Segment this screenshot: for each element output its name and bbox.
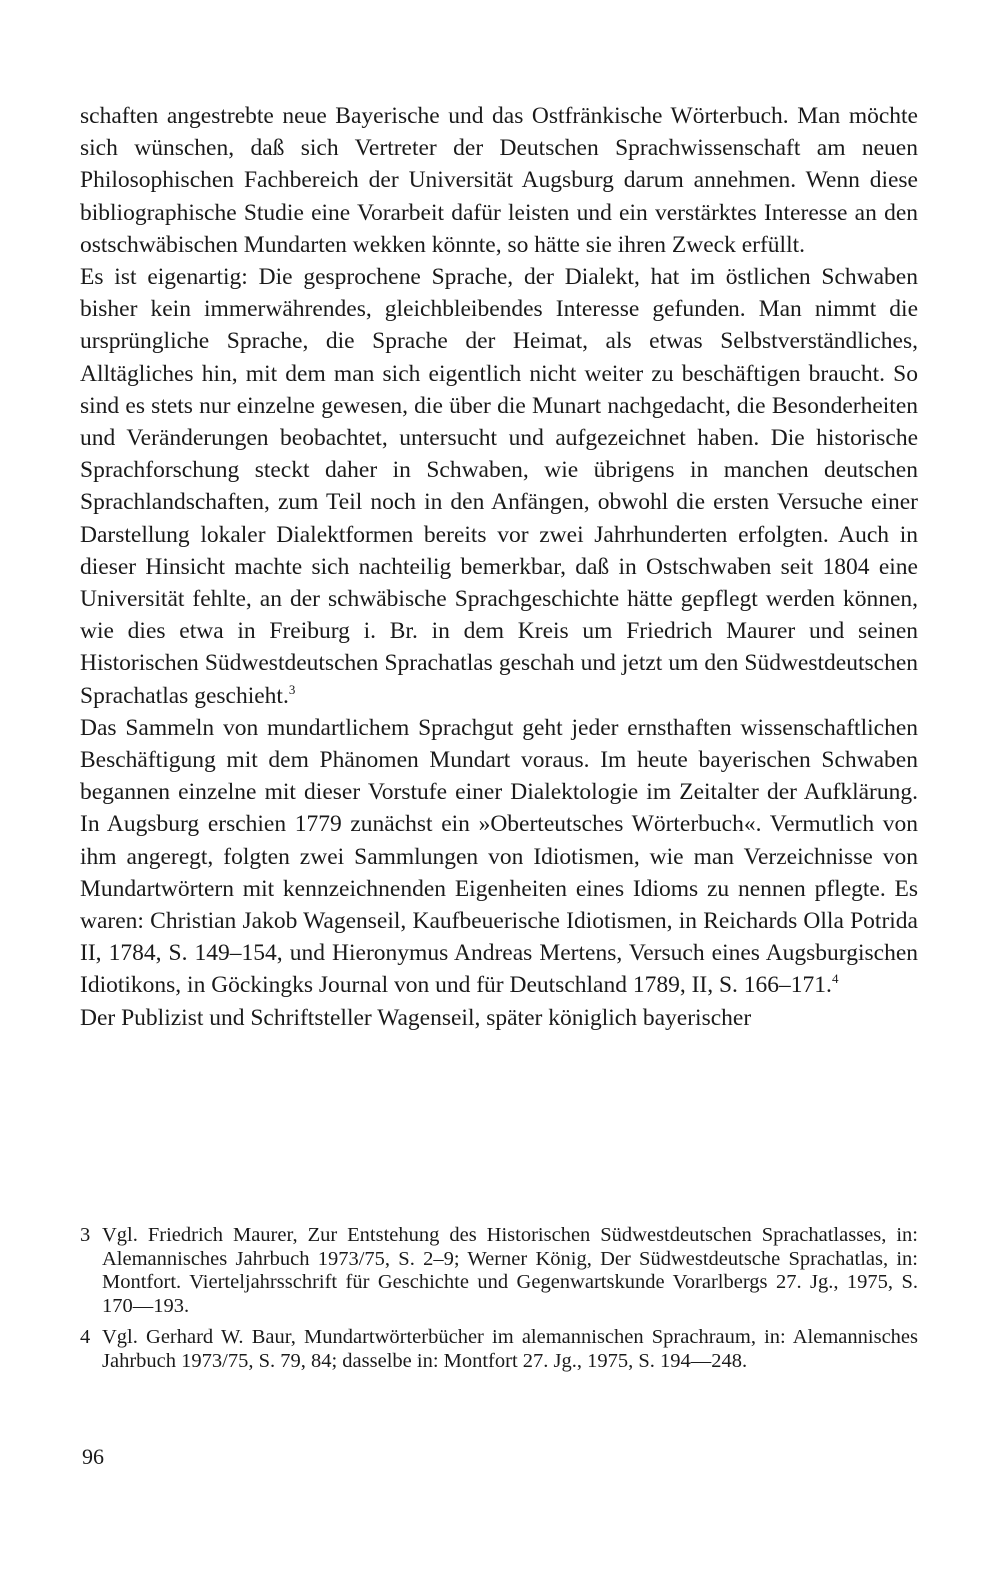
paragraph-1-text: schaften angestrebte neue Bayerische und das Ostfränkische Wörterbuch. Man möchte sich wünschen, daß sich Vertreter der Deutschen Sprachwissenschaft am neuen Philosophischen Fachbereich der Universität Augsburg darum annehmen. Wenn diese bibliographische Studie eine Vorarbeit dafür leisten und ein verstärktes Interesse an den ostschwäbischen Mundarten wekken könnte, so hätte sie ihren Zweck erfüllt. [80,103,918,258]
footnote-4-number: 4 [80,1326,91,1349]
paragraph-4-text: Der Publizist und Schriftsteller Wagenseil, später königlich bayerischer [80,1004,752,1031]
paragraph-2-text: Es ist eigenartig: Die gesprochene Sprache, der Dialekt, hat im östlichen Schwaben bisher kein immerwährendes, gleichbleibendes Interesse gefunden. Man nimmt die ursprüngliche Sprache, die Sprache der Heimat, als etwas Selbstverständliches, Alltägliches hin, mit dem man sich eigentlich nicht weiter zu beschäftigen braucht. So sind es stets nur einzelne gewesen, die über die Munart nachgedacht, die Besonderheiten und Veränderungen beobachtet, untersucht und aufgezeichnet haben. Die historische Sprachforschung steckt daher in Schwaben, wie übrigens in manchen deutschen Sprachlandschaften, zum Teil noch in den Anfängen, obwohl die ersten Versuche einer Darstellung lokaler Dialektformen bereits vor zwei Jahrhunderten erfolgten. Auch in dieser Hinsicht machte sich nachteilig bemerkbar, daß in Ostschwaben seit 1804 eine Universität fehlte, an der schwäbische Sprachgeschichte hätte gepflegt werden können, wie dies etwa in Freiburg i. Br. in dem Kreis um Friedrich Maurer und seinen Historischen Südwestdeutschen Sprachatlas geschah und jetzt um den Südwestdeutschen Sprachatlas geschieht. [80,264,918,709]
paragraph-4 [80,1002,918,1034]
paragraph-3 [80,712,918,1002]
footnote-3-number: 3 [80,1224,91,1246]
body-text [80,100,918,1034]
paragraph-1 [80,100,918,261]
footnotes [80,1224,918,1382]
footnote-4 [80,1326,918,1373]
footnote-ref-3: 3 [288,681,296,697]
footnote-3-text: Vgl. Friedrich Maurer, Zur Entstehung des Historischen Südwestdeutschen Sprachatlasses, in: Alemannisches Jahrbuch 1973/75, S. 2–9; Werner König, Der Südwestdeutsche Sprachatlas, in: Montfort. Vierteljahrsschrift für Geschichte und Gegenwartskunde Vorarlbergs 27. Jg., 1975, S. 170—193. [102,1224,918,1317]
footnote-4-text: Vgl. Gerhard W. Baur, Mundartwörterbücher im alemannischen Sprachraum, in: Alemannisches Jahrbuch 1973/75, S. 79, 84; dasselbe in: Montfort 27. Jg., 1975, S. 194—248. [102,1326,918,1372]
page-number: 96 [82,1444,104,1469]
paragraph-2 [80,261,918,712]
footnote-3 [80,1224,918,1318]
footnote-ref-4: 4 [831,971,839,987]
paragraph-3-text: Das Sammeln von mundartlichem Sprachgut geht jeder ernsthaften wissenschaftlichen Beschäftigung mit dem Phänomen Mundart voraus. Im heute bayerischen Schwaben begannen einzelne mit dieser Vorstufe einer Dialektologie im Zeitalter der Aufklärung. In Augsburg erschien 1779 zunächst ein »Oberteutsches Wörterbuch«. Vermutlich von ihm angeregt, folgten zwei Sammlungen von Idiotismen, wie man Verzeichnisse von Mundartwörtern mit kennzeichnenden Eigenheiten eines Idioms zu nennen pflegte. Es waren: Christian Jakob Wagenseil, Kaufbeuerische Idiotismen, in Reichards Olla Potrida II, 1784, S. 149–154, und Hieronymus Andreas Mertens, Versuch eines Augsburgischen Idiotikons, in Göckingks Journal von und für Deutschland 1789, II, S. 166–171. [80,714,918,999]
